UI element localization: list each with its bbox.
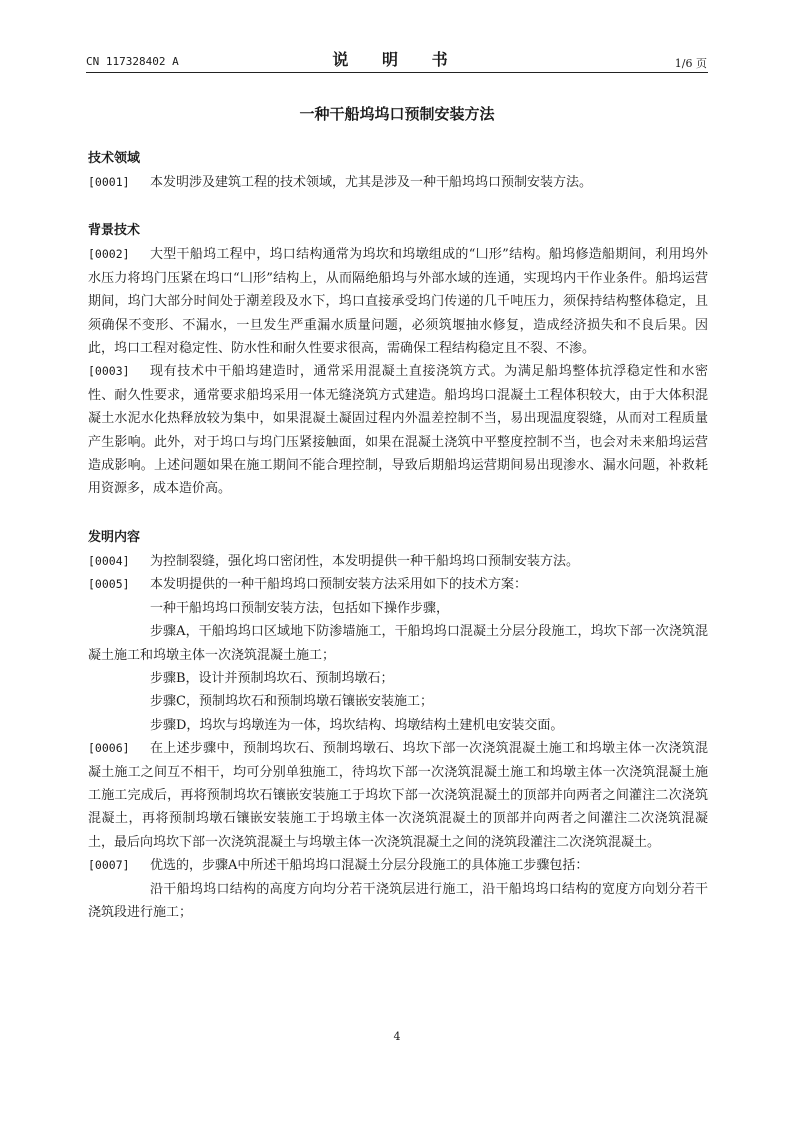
paragraph-text: 本发明涉及建筑工程的技术领域，尤其是涉及一种干船坞坞口预制安装方法。 xyxy=(150,175,593,190)
step-paragraph xyxy=(88,714,708,737)
paragraph-text: 大型干船坞工程中，坞口结构通常为坞坎和坞墩组成的“凵形”结构。船坞修造船期间，利用坞外水压力将坞门压紧在坞口“凵形”结构上，从而隔绝船坞与外部水域的连通，实现坞内干作业条件。船坞运营期间，坞门大部分时间处于潮差段及水下，坞口直接承受坞门传递的几千吨压力，须保持结构整体稳定，且须确保不变形、不漏水，一旦发生严重漏水质量问题，必须筑堰抽水修复，造成经济损失和不良后果。因此，坞口工程对稳定性、防水性和耐久性要求很高，需确保工程结构稳定且不裂、不渗。 xyxy=(88,247,708,357)
paragraph-number: [0004] xyxy=(88,553,130,568)
paragraph xyxy=(88,243,708,360)
paragraph-number: [0006] xyxy=(88,741,130,756)
section-spacer xyxy=(88,501,708,526)
document-title: 一种干船坞坞口预制安装方法 xyxy=(299,105,495,123)
section-heading: 发明内容 xyxy=(88,529,141,545)
paragraph-text: 沿干船坞坞口结构的高度方向均分若干浇筑层进行施工，沿干船坞坞口结构的宽度方向划分若干浇筑段进行施工； xyxy=(88,881,708,920)
sub-paragraph xyxy=(88,878,708,925)
sub-paragraph xyxy=(88,597,708,620)
paragraph-text: 优选的，步骤A中所述干船坞坞口混凝土分层分段施工的具体施工步骤包括： xyxy=(150,858,589,874)
paragraph xyxy=(88,573,708,596)
section-spacer xyxy=(88,194,708,219)
document-type-heading: 说 明 书 xyxy=(332,50,462,69)
section-heading: 技术领域 xyxy=(88,151,141,166)
publication-number: CN 117328402 A xyxy=(86,55,179,68)
paragraph xyxy=(88,171,708,194)
step-paragraph xyxy=(88,667,708,690)
paragraph-text: 现有技术中干船坞建造时，通常采用混凝土直接浇筑方式。为满足船坞整体抗浮稳定性和水密性、耐久性要求，通常要求船坞采用一体无缝浇筑方式建造。船坞坞口混凝土工程体积较大，由于大体积混凝土水泥水化热释放较为集中，如果混凝土凝固过程内外温差控制不当，易出现温度裂缝，从而对工程质量产生影响。此外，对于坞口与坞门压紧接触面，如果在混凝土浇筑中平整度控制不当，也会对未来船坞运营造成影响。上述问题如果在施工期间不能合理控制，导致后期船坞运营期间易出现渗水、漏水问题，补救耗用资源多，成本造价高。 xyxy=(88,364,708,497)
page-indicator: 1/6 页 xyxy=(674,57,707,70)
paragraph-text: 本发明提供的一种干船坞坞口预制安装方法采用如下的技术方案： xyxy=(150,577,528,593)
paragraph-text: 步骤C，预制坞坎石和预制坞墩石镶嵌安装施工； xyxy=(150,694,433,710)
paragraph xyxy=(88,360,708,500)
paragraph xyxy=(88,737,708,854)
section-heading: 背景技术 xyxy=(88,223,141,239)
header-divider xyxy=(86,72,708,73)
paragraph-text: 为控制裂缝，强化坞口密闭性，本发明提供一种干船坞坞口预制安装方法。 xyxy=(150,553,580,569)
paragraph-number: [0001] xyxy=(88,175,130,189)
paragraph-text: 一种干船坞坞口预制安装方法，包括如下操作步骤， xyxy=(150,600,450,616)
step-paragraph xyxy=(88,620,708,667)
paragraph-text: 步骤A，干船坞坞口区域地下防渗墙施工，干船坞坞口混凝土分层分段施工，坞坎下部一次浇筑混凝土施工和坞墩主体一次浇筑混凝土施工； xyxy=(88,624,708,663)
document-body xyxy=(88,147,708,924)
paragraph-text: 步骤D，坞坎与坞墩连为一体，坞坎结构、坞墩结构土建机电安装交面。 xyxy=(150,717,564,733)
paragraph xyxy=(88,854,708,877)
paragraph-number: [0003] xyxy=(88,364,130,379)
paragraph-text: 步骤B，设计并预制坞坎石、预制坞墩石； xyxy=(150,670,394,686)
paragraph-number: [0007] xyxy=(88,858,130,873)
paragraph-number: [0005] xyxy=(88,577,130,592)
paragraph-number: [0002] xyxy=(88,247,130,262)
paragraph-text: 在上述步骤中，预制坞坎石、预制坞墩石、坞坎下部一次浇筑混凝土施工和坞墩主体一次浇筑混凝土施工之间互不相干，均可分别单独施工，待坞坎下部一次浇筑混凝土施工和坞墩主体一次浇筑混凝土施工施工完成后，再将预制坞坎石镶嵌安装施工于坞坎下部一次浇筑混凝土的顶部并向两者之间灌注二次浇筑混凝土，再将预制坞墩石镶嵌安装施工于坞墩主体一次浇筑混凝土的顶部并向两者之间灌注二次浇筑混凝土，最后向坞坎下部一次浇筑混凝土与坞墩主体一次浇筑混凝土之间的浇筑段灌注二次浇筑混凝土。 xyxy=(88,741,708,850)
page-number: 4 xyxy=(393,1030,401,1043)
paragraph xyxy=(88,550,708,573)
step-paragraph xyxy=(88,690,708,713)
